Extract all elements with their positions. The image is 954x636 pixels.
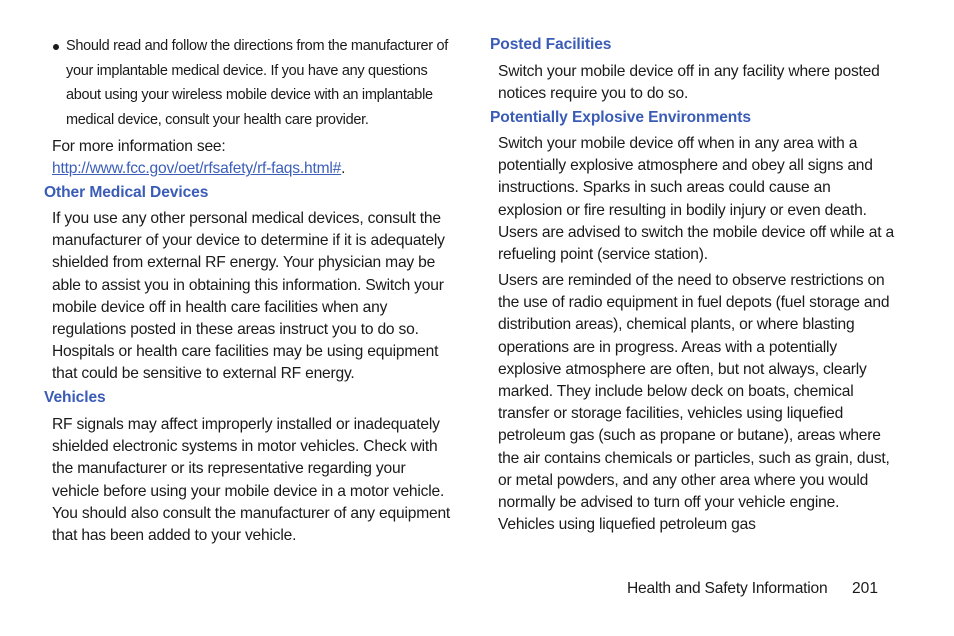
more-info-paragraph — [52, 136, 442, 180]
vehicles-body: RF signals may affect improperly installed or inadequately shielded electronic systems in motor vehicles. Check with the manufacturer or its representative regarding your vehicle before using your mobile device in a motor vehicle. You should also consult the manufacturer of any equipment that has been added to your vehicle. — [52, 416, 451, 545]
more-info-suffix: . — [341, 160, 346, 178]
heading-potentially-explosive-environments: Potentially Explosive Environments — [490, 109, 751, 126]
bullet-dot-icon — [53, 44, 59, 50]
heading-other-medical-devices: Other Medical Devices — [44, 184, 209, 201]
footer-section-title: Health and Safety Information — [627, 580, 828, 597]
implant-bullet-text: Should read and follow the directions from the manufacturer of your implantable medical device. If you have any questions about using your wireless mobile device with an implantable medical device, consult your health care provider. — [66, 38, 448, 128]
other-medical-devices-body: If you use any other personal medical devices, consult the manufacturer of your device to determine if it is adequately shielded from external RF energy. Your physician may be able to assist you in obtaining this information. Switch your mobile device off in health care facilities when any regulations posted in these areas instruct you to do so. Hospitals or health care facilities may be using equipment that could be sensitive to external RF energy. — [52, 210, 445, 383]
explosive-environments-body: Switch your mobile device off when in any area with a potentially explosive atmosphere and obey all signs and instructions. Sparks in such areas could cause an explosion or fire resulting in bodily injury or even death. Users are advised to switch the mobile device off while at a refueling point (service station). — [498, 135, 894, 264]
posted-facilities-body: Switch your mobile device off in any facility where posted notices require you to do so. — [498, 63, 880, 103]
more-info-prefix: For more information see: — [52, 138, 226, 155]
heading-vehicles: Vehicles — [44, 389, 106, 406]
fcc-rf-faq-link[interactable]: http://www.fcc.gov/oet/rfsafety/rf-faqs.html# — [52, 160, 342, 178]
explosive-environments-body-2: Users are reminded of the need to observe restrictions on the use of radio equipment in fuel depots (fuel storage and distribution areas), chemical plants, or where blasting operations are in progress. Areas with a potentially explosive atmosphere are often, but not always, clearly marked. They include below deck on boats, chemical transfer or storage facilities, vehicles using liquefied petroleum gas (such as propane or butane), areas where the air contains chemicals or particles, such as grain, dust, or metal powders, and any other area where you would normally be advised to turn off your vehicle engine. Vehicles using liquefied petroleum gas — [498, 272, 890, 534]
heading-posted-facilities: Posted Facilities — [490, 36, 612, 53]
footer-page-number: 201 — [852, 580, 879, 597]
